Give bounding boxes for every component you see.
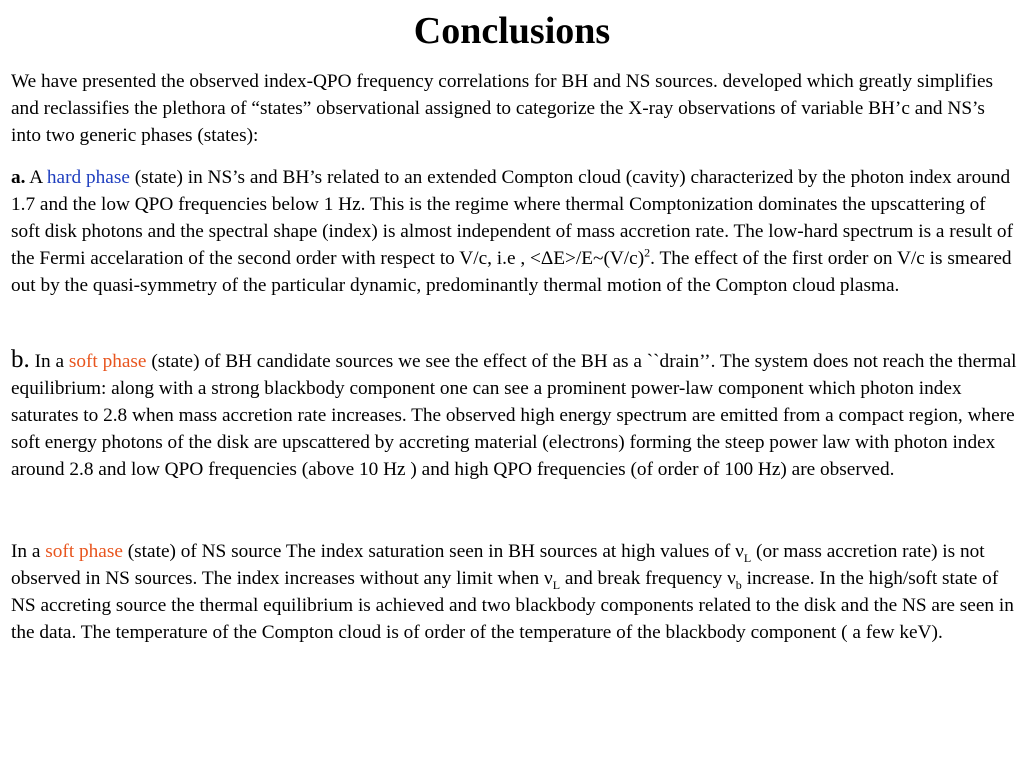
hard-phase-text-1: (state) in NS’s and BH’s related to an extended Compton cloud (cavity) characterized by the photon index around 1.7 and the low QPO frequencies below 1 Hz. This is the regime where thermal Comptonization dominates the upscattering of soft disk photons and the spectral shape (index) is almost independent of mass accretion rate. The low-hard spectrum is a result of the Fermi accelaration of the second order with respect to V/c, i.e , <ΔE>/E~(V/c) [11, 167, 1013, 269]
item-marker-a: a. [11, 167, 26, 188]
slide-title: Conclusions [413, 10, 611, 52]
hard-phase-term: hard phase [46, 167, 130, 188]
hard-phase-text-2: . The effect of the first order on V/c is smeared out by the quasi-symmetry of the particular dynamic, predominantly thermal motion of the Compton cloud plasma. [11, 248, 1012, 296]
ns-soft-phase-lead: In a [11, 541, 46, 562]
hard-phase-superscript: 2 [644, 245, 651, 260]
ns-soft-phase-text-2: (or mass accretion rate) is not observed in NS sources. The index increases without any limit when ν [11, 541, 985, 589]
bh-soft-phase-lead: In a [29, 351, 69, 372]
nu-subscript-b: b [735, 577, 742, 592]
ns-soft-phase-paragraph [11, 538, 1017, 646]
bh-soft-phase-text: (state) of BH candidate sources we see the effect of the BH as a ``drain’’. The system does not reach the thermal equilibrium: along with a strong blackbody component one can see a prominent power-law component which photon index saturates to 2.8 when mass accretion rate increases. The observed high energy spectrum are emitted from a compact region, where soft energy photons of the disk are upscattered by accreting material (electrons) forming the steep power law with photon index around 2.8 and low QPO frequencies (above 10 Hz ) and high QPO frequencies (of order of 100 Hz) are observed. [11, 351, 1017, 480]
intro-paragraph: We have presented the observed index-QPO frequency correlations for BH and NS sources. developed which greatly simplifies and reclassifies the plethora of “states” observational assigned to categorize the X-ray observations of variable BH’c and NS’s into two generic phases (states): [11, 71, 994, 146]
hard-phase-paragraph [11, 164, 1017, 299]
ns-soft-phase-text-1: (state) of NS source The index saturation seen in BH sources at high values of ν [122, 541, 744, 562]
ns-soft-phase-text-3: and break frequency ν [560, 568, 736, 589]
bh-soft-phase-term: soft phase [68, 351, 147, 372]
item-marker-b: b. [11, 346, 30, 373]
nu-subscript-l-2: L [552, 577, 561, 592]
bh-soft-phase-paragraph [11, 346, 1017, 483]
ns-soft-phase-term: soft phase [45, 541, 123, 562]
hard-phase-lead: A [25, 167, 47, 188]
nu-subscript-l-1: L [743, 550, 752, 565]
ns-soft-phase-text-4: increase. In the high/soft state of NS accreting source the thermal equilibrium is achieved and two blackbody components related to the disk and the NS are seen in the data. The temperature of the Compton cloud is of order of the temperature of the blackbody component ( a few keV). [11, 568, 1014, 643]
